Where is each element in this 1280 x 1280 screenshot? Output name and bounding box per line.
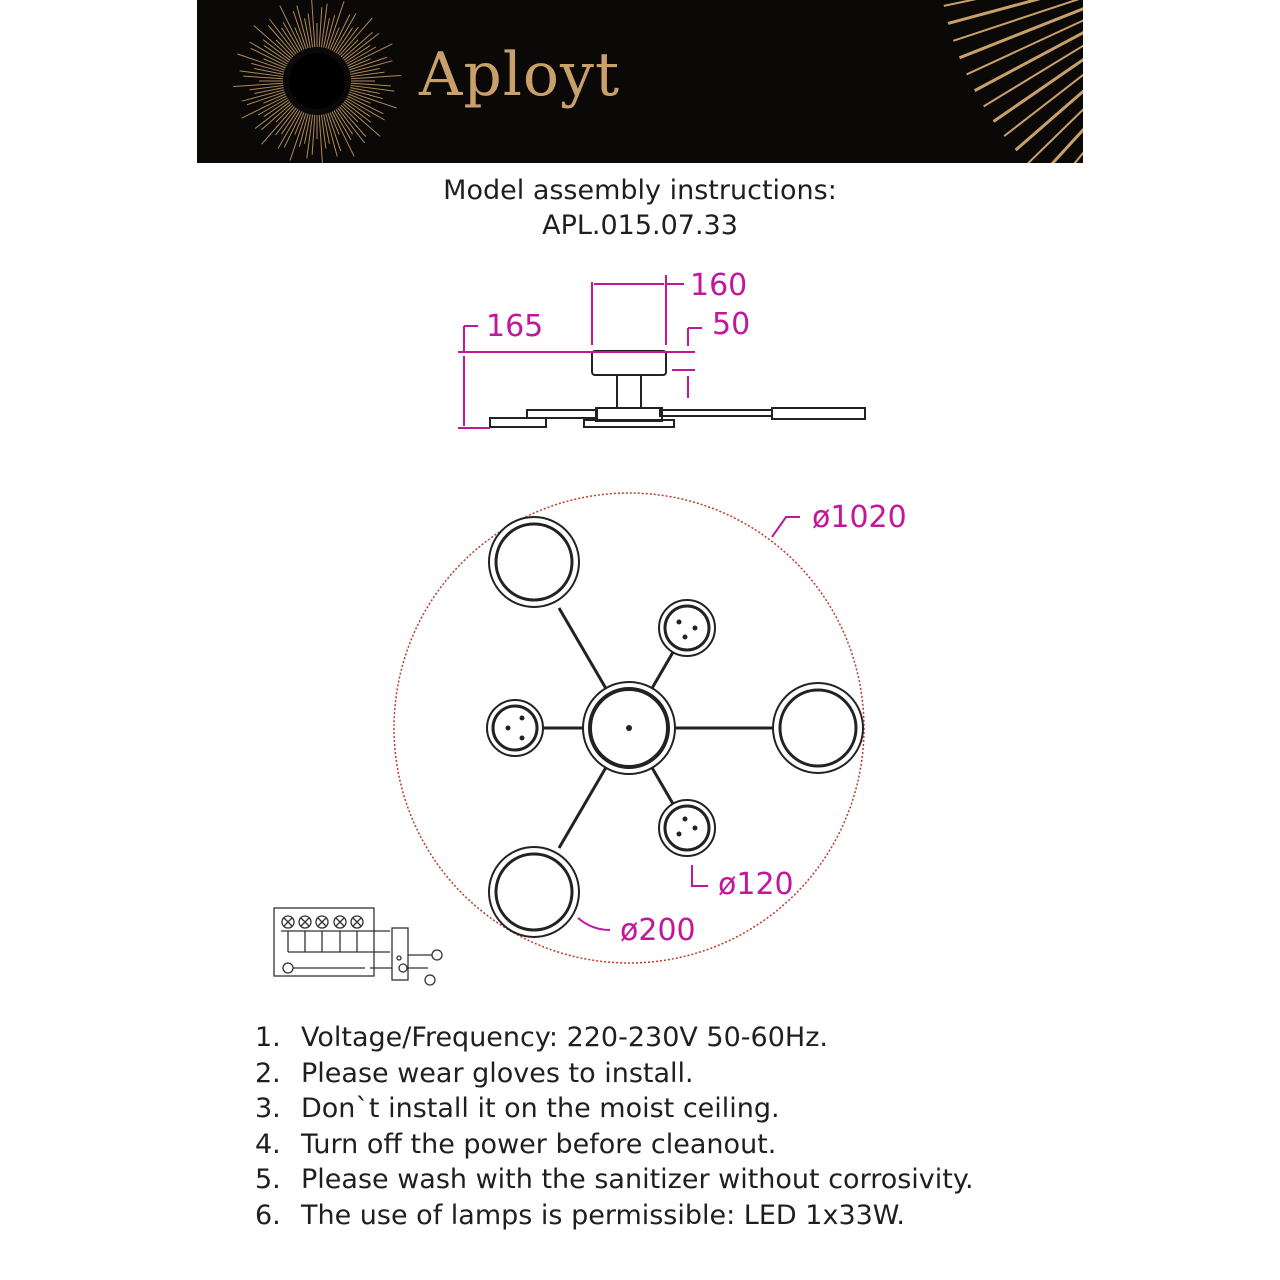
- dim-large-diameter-label: ø200: [620, 913, 696, 948]
- lamp-right-icon: [772, 408, 865, 419]
- instruction-list: [255, 1020, 974, 1233]
- instruction-number: 4.: [255, 1128, 281, 1160]
- instruction-text: Please wear gloves to install.: [301, 1057, 694, 1089]
- instruction-text: Turn off the power before cleanout.: [301, 1128, 777, 1160]
- page-title: Model assembly instructions:: [443, 175, 837, 206]
- large-lamp-icon: [489, 847, 579, 937]
- lamp-left-icon: [490, 418, 546, 427]
- instruction-text: Don`t install it on the moist ceiling.: [301, 1093, 780, 1124]
- instruction-number: 1.: [255, 1022, 281, 1053]
- side-dimension-lines: [458, 275, 702, 428]
- instruction-number: 2.: [255, 1057, 281, 1089]
- instruction-text: Voltage/Frequency: 220-230V 50-60Hz.: [301, 1022, 828, 1053]
- center-canopy: [583, 682, 675, 774]
- dim-height-label: 165: [486, 309, 544, 344]
- model-number: APL.015.07.33: [542, 210, 738, 241]
- wiring-diagram-icon: [274, 908, 442, 985]
- stem-icon: [617, 375, 641, 408]
- instruction-item: [255, 1198, 974, 1234]
- small-lamp-icon: [659, 800, 715, 856]
- instruction-item: [255, 1162, 974, 1198]
- dim-width-label: 160: [690, 268, 748, 303]
- instruction-item: [255, 1127, 974, 1163]
- instruction-item: [255, 1056, 974, 1092]
- instruction-text: Please wash with the sanitizer without corrosivity.: [301, 1164, 974, 1195]
- dim-small-diameter-label: ø120: [718, 867, 794, 902]
- instruction-number: 5.: [255, 1164, 281, 1195]
- instruction-item: [255, 1020, 974, 1056]
- large-lamp-icon: [489, 517, 579, 607]
- canopy-icon: [592, 351, 666, 375]
- large-lamp-icon: [773, 683, 863, 773]
- small-lamp-icon: [659, 600, 715, 656]
- instruction-number: 6.: [255, 1199, 281, 1231]
- dim-total-diameter-label: ø1020: [812, 500, 907, 535]
- arm-right-icon: [660, 410, 772, 416]
- instruction-item: [255, 1091, 974, 1127]
- brand-logo: Aployt: [419, 40, 621, 110]
- side-view: [490, 351, 865, 427]
- arm-left-icon: [527, 410, 597, 418]
- dim-canopy-label: 50: [712, 307, 751, 342]
- instruction-number: 3.: [255, 1093, 281, 1124]
- instruction-text: The use of lamps is permissible: LED 1x33W.: [301, 1199, 905, 1231]
- small-lamp-icon: [487, 700, 543, 756]
